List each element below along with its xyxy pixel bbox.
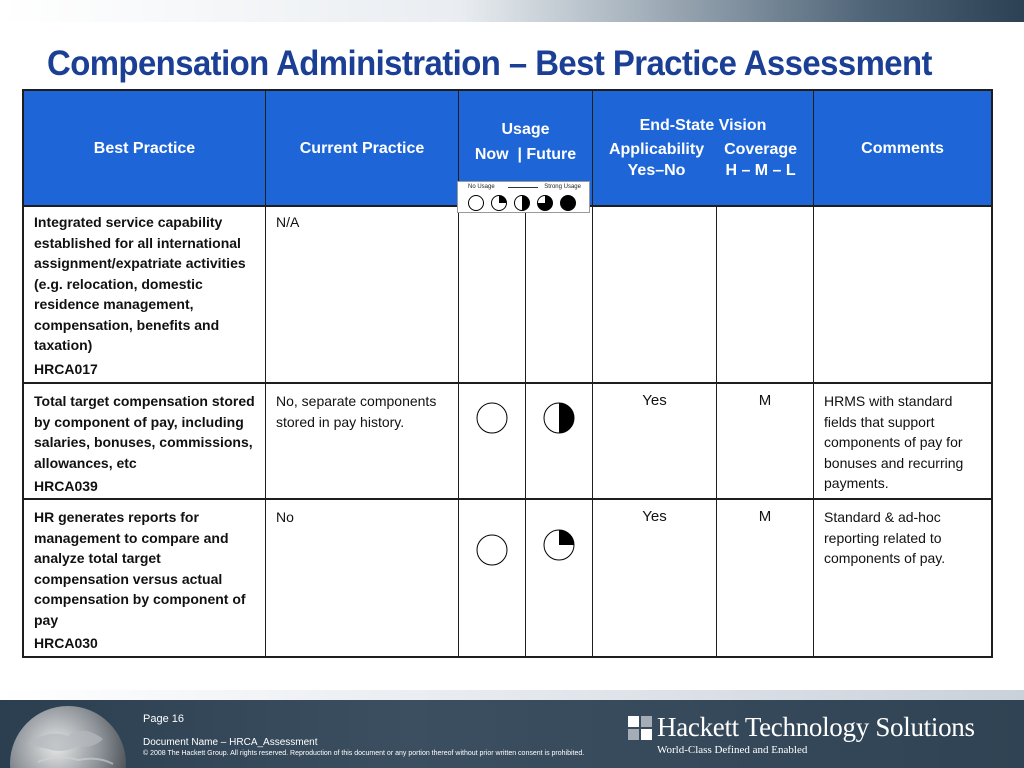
header-comments-label: Comments [861, 139, 944, 157]
usage-legend [457, 181, 590, 213]
best-practice-cell [24, 384, 266, 498]
applicability-cell [593, 205, 717, 382]
usage-future-cell [526, 500, 593, 656]
coverage-cell [717, 205, 814, 382]
table-row [24, 384, 991, 500]
header-current-practice-label: Current Practice [299, 139, 425, 157]
comments-cell [814, 500, 991, 656]
usage-future-indicator [542, 528, 576, 562]
usage-future-cell [526, 384, 593, 498]
top-band [0, 0, 1024, 22]
footer-copyright: © 2008 The Hackett Group. All rights reserved. Reproduction of this document or any portion thereof without prior written consent is prohibited. [143, 750, 585, 757]
brand-tagline: World-Class Defined and Enabled [657, 744, 808, 756]
usage-now-cell [459, 384, 526, 498]
header-best-practice-label: Best Practice [93, 139, 196, 157]
current-practice-text: No, separate components stored in pay history. [276, 393, 437, 430]
legend-harvey-balls [468, 194, 580, 212]
usage-now-indicator [475, 533, 509, 567]
legend-level-1 [492, 196, 507, 211]
header-coverage-label: Coverage [724, 141, 798, 158]
practice-code: HRCA030 [34, 635, 98, 651]
legend-level-4 [561, 196, 576, 211]
brand-name: Hackett Technology Solutions [657, 712, 975, 742]
best-practice-text: Total target compensation stored by component of pay, including salaries, bonuses, commissions, allowances, etc [34, 393, 255, 471]
header-best-practice [24, 91, 266, 205]
legend-strong-usage-label: Strong Usage [544, 184, 581, 190]
best-practice-text: Integrated service capability established for all international assignment/expatriate activities (e.g. relocation, domestic residence management, compensation, benefits and taxation) [34, 214, 246, 353]
current-practice-text: N/A [276, 214, 300, 230]
coverage-cell [717, 384, 814, 498]
header-coverage-sub-label: H – M – L [725, 162, 796, 179]
coverage-value: M [758, 508, 772, 525]
comments-cell [814, 205, 991, 382]
assessment-table [22, 89, 993, 658]
legend-level-3 [538, 196, 553, 211]
current-practice-cell [266, 500, 459, 656]
slide-title: Compensation Administration – Best Practice Assessment [47, 44, 932, 83]
legend-level-2 [515, 196, 530, 211]
usage-now-cell [459, 500, 526, 656]
header-usage-sub-label: Now | Future [474, 146, 577, 163]
header-end-state-vision [593, 91, 814, 205]
coverage-cell [717, 500, 814, 656]
usage-now-cell [459, 205, 526, 382]
applicability-value: Yes [642, 392, 667, 409]
table-row [24, 205, 991, 384]
practice-code: HRCA017 [34, 360, 98, 377]
applicability-cell [593, 500, 717, 656]
footer-page-number: Page 16 [143, 713, 184, 725]
current-practice-cell [266, 384, 459, 498]
globe-icon [8, 704, 126, 768]
footer-document-name: Document Name – HRCA_Assessment [143, 737, 318, 748]
applicability-value: Yes [642, 508, 667, 525]
usage-future-cell [526, 205, 593, 382]
header-current-practice [266, 91, 459, 205]
practice-code: HRCA039 [34, 478, 98, 494]
footer-divider [0, 690, 1024, 700]
best-practice-cell [24, 205, 266, 382]
best-practice-cell [24, 500, 266, 656]
coverage-value: M [758, 392, 772, 409]
header-usage-label: Usage [501, 121, 550, 138]
header-end-state-label: End-State Vision [639, 117, 767, 134]
comments-text: HRMS with standard fields that support components of pay for bonuses and recurring payments. [824, 393, 964, 491]
best-practice-text: HR generates reports for management to compare and analyze total target compensation versus actual compensation by component of pay [34, 509, 246, 628]
legend-level-0 [469, 196, 484, 211]
header-comments [814, 91, 991, 205]
legend-arrow [508, 187, 538, 188]
applicability-cell [593, 384, 717, 498]
usage-now-indicator [475, 401, 509, 435]
comments-text: Standard & ad-hoc reporting related to components of pay. [824, 509, 946, 566]
legend-no-usage-label: No Usage [468, 184, 495, 190]
header-applicability-label: Applicability [608, 141, 705, 158]
current-practice-cell [266, 205, 459, 382]
usage-future-indicator [542, 401, 576, 435]
hackett-logo-icon [628, 716, 652, 740]
current-practice-text: No [276, 509, 294, 525]
table-row [24, 500, 991, 656]
comments-cell [814, 384, 991, 498]
header-applicability-sub-label: Yes–No [627, 162, 686, 179]
